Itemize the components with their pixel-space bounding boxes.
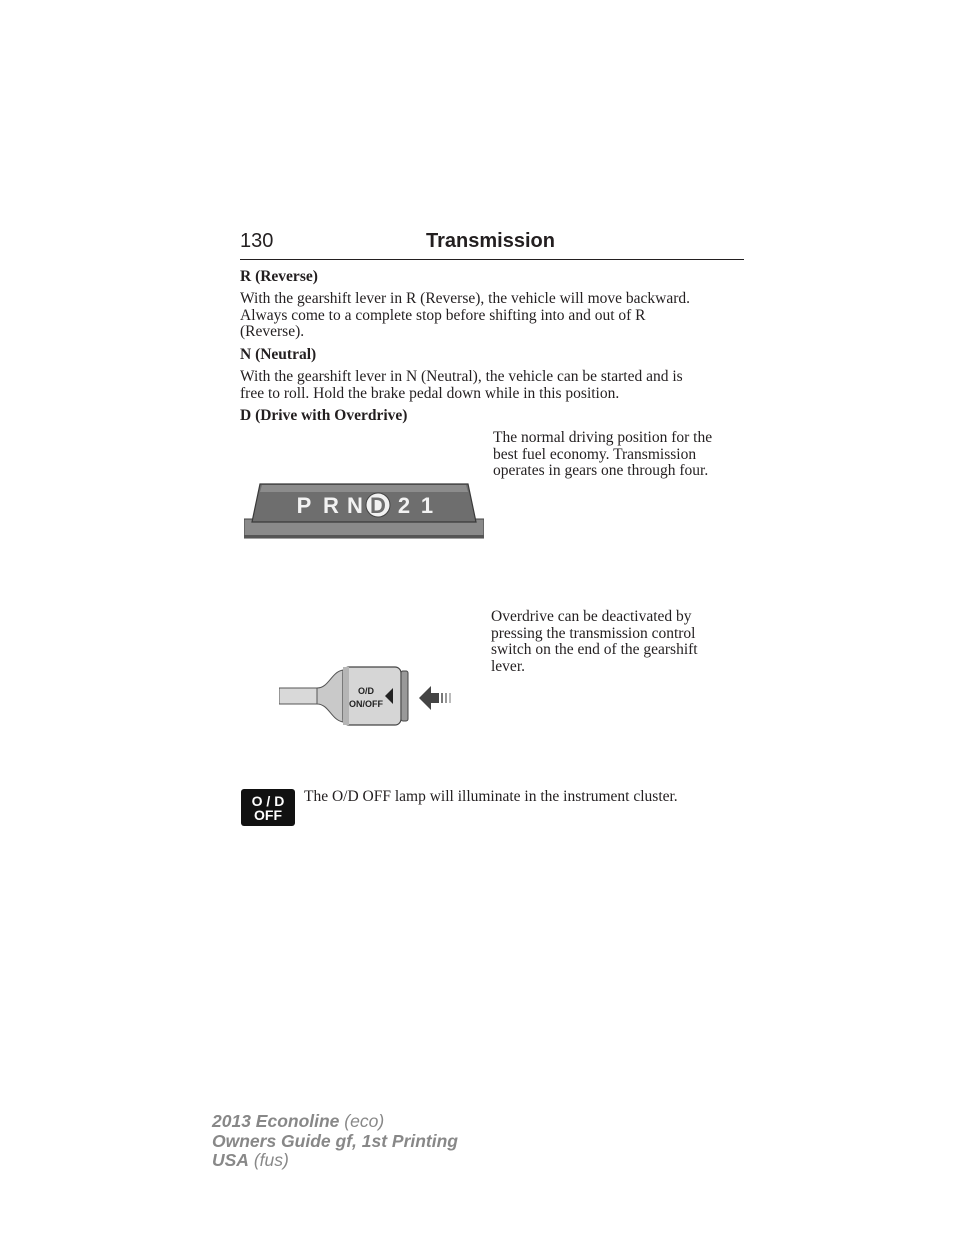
gear-2-label: 2 [397,493,411,518]
paragraph-od-lamp: The O/D OFF lamp will illuminate in the instrument cluster. [304,788,678,805]
paragraph-neutral [240,369,750,402]
footer-guide: Owners Guide gf, 1st Printing [212,1130,458,1151]
footer-market: USA [212,1150,249,1170]
paragraph-overdrive [491,609,751,675]
paragraph-line: best fuel economy. Transmission [493,445,697,463]
gear-d-label: D [370,493,386,518]
paragraph-line: pressing the transmission control [491,624,696,642]
od-off-lamp-icon [241,789,295,826]
paragraph-line: Overdrive can be deactivated by [491,608,692,625]
od-lamp-line2: OFF [254,806,282,823]
page-title: Transmission [426,230,555,252]
footer-model-code: (eco) [344,1111,385,1131]
heading-drive: D (Drive with Overdrive) [240,407,408,424]
paragraph-line: The normal driving position for the [493,429,713,446]
page-number: 130 [240,230,274,252]
push-arrow-icon [419,686,451,710]
paragraph-line: switch on the end of the gearshift [491,641,698,658]
paragraph-line: lever. [491,657,525,675]
paragraph-reverse [240,291,750,341]
footer-model: 2013 Econoline [212,1111,340,1131]
paragraph-drive [493,430,753,480]
on-off-label: ON/OFF [349,699,383,709]
gear-r-label: R [323,493,339,518]
gear-n-label: N [347,493,363,518]
gear-shift-indicator-figure [244,482,484,540]
paragraph-line: With the gearshift lever in N (Neutral), the vehicle can be started and is [240,368,683,385]
gear-p-label: P [296,493,312,518]
od-switch-figure [279,664,455,728]
paragraph-line: operates in gears one through four. [493,462,709,479]
page-footer [212,1112,458,1171]
heading-reverse: R (Reverse) [240,268,318,285]
heading-neutral: N (Neutral) [240,346,317,363]
paragraph-line: Always come to a complete stop before shifting into and out of R [240,306,646,324]
page-header [240,228,744,260]
gear-1-label: 1 [420,493,434,518]
footer-market-code: (fus) [253,1150,289,1170]
od-lamp-line1: O / D [251,792,285,809]
paragraph-line: With the gearshift lever in R (Reverse), the vehicle will move backward. [240,290,691,307]
od-label: O/D [357,686,375,696]
paragraph-line: free to roll. Hold the brake pedal down while in this position. [240,384,620,402]
paragraph-line: (Reverse). [240,323,305,340]
